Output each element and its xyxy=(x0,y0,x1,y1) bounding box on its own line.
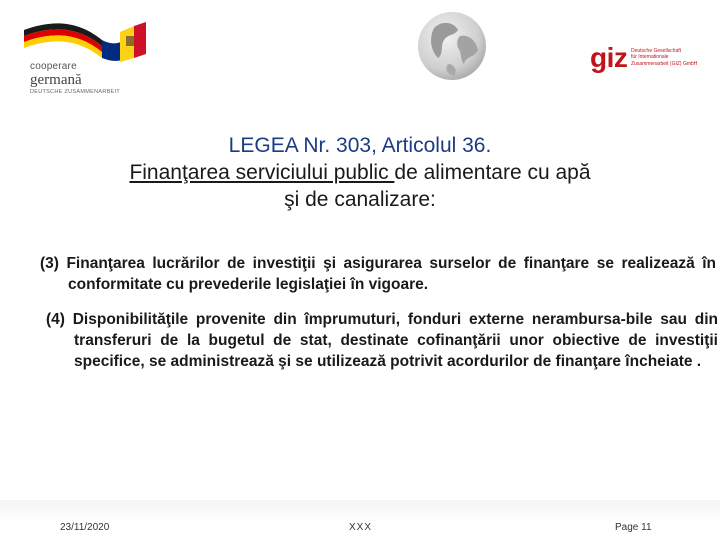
title-underlined-text: Finanţarea serviciului public xyxy=(129,161,395,184)
footer-center-text: XXX xyxy=(349,522,373,533)
title-line-law: LEGEA Nr. 303, Articolul 36. xyxy=(228,134,492,157)
slide-title xyxy=(40,132,680,213)
footer-page-number: Page 11 xyxy=(615,522,652,533)
logo-text-line1: cooperare xyxy=(30,61,77,72)
paragraph-3 xyxy=(40,253,716,295)
title-line-financing-rest: de alimentare cu apă xyxy=(394,161,591,184)
paragraph-3-number: (3) xyxy=(40,255,59,272)
cooperare-germana-logo xyxy=(22,18,157,96)
giz-logo xyxy=(590,44,705,78)
logo-text-line2: germană xyxy=(30,72,82,88)
giz-subtitle: Deutsche Gesellschaft für Internationale Zusammenarbeit (GIZ) GmbH xyxy=(631,48,698,67)
footer-band xyxy=(0,500,720,522)
paragraph-4 xyxy=(46,309,718,372)
title-line-financing xyxy=(40,159,680,186)
paragraph-4-text: Disponibilităţile provenite din împrumuturi, fonduri externe nerambursa-bile sau din transferuri de la bugetul de stat, destinate cofinanţării unor obiective de investiţii specifice, se administrează şi se utilizează potrivit acordurilor de finanţare încheiate . xyxy=(72,311,718,370)
logo-text-line3: DEUTSCHE ZUSAMMENARBEIT xyxy=(30,89,121,95)
giz-wordmark: giz xyxy=(590,42,628,73)
paragraph-4-number: (4) xyxy=(46,311,65,328)
globe-icon xyxy=(414,6,490,88)
footer-date: 23/11/2020 xyxy=(60,522,110,533)
title-line-sewage: şi de canalizare: xyxy=(284,188,436,211)
paragraph-3-text: Finanţarea lucrărilor de investiţii şi asigurarea surselor de finanţare se realizează în conformitate cu prevederile legislaţiei în vigoare. xyxy=(66,255,716,293)
